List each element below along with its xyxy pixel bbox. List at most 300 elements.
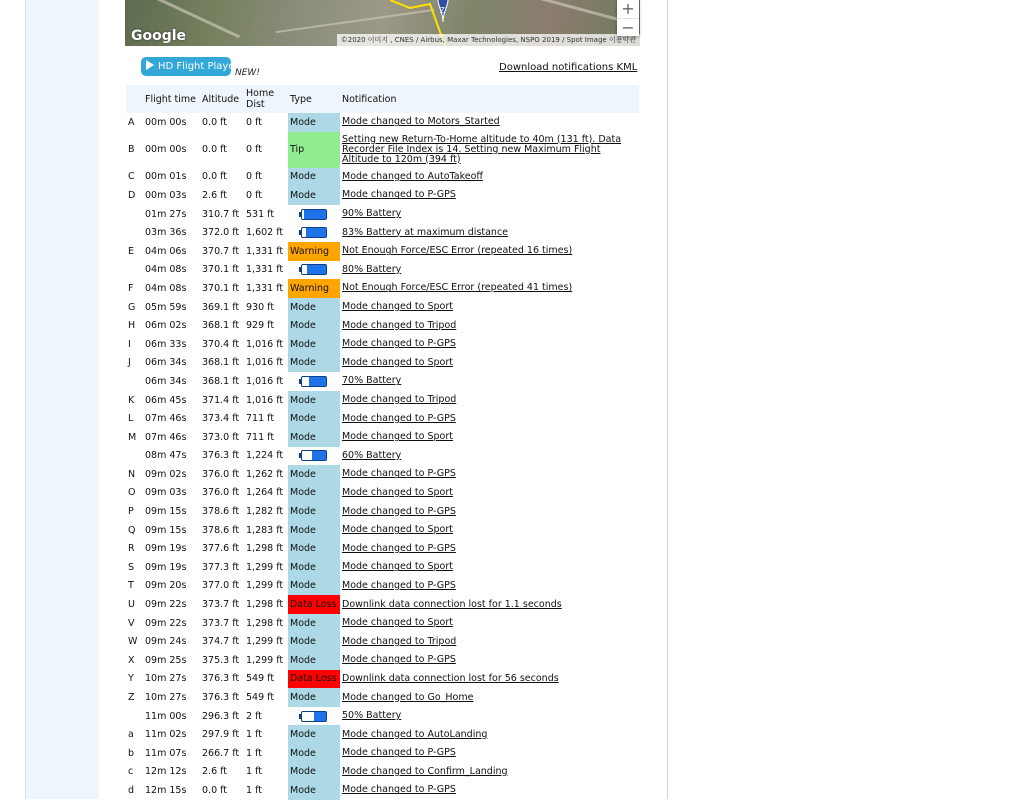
altitude: 377.0 ft (202, 580, 240, 592)
altitude: 368.1 ft (202, 320, 240, 332)
notification-link[interactable]: Mode changed to Sport (342, 561, 453, 573)
row-letter: Y (128, 673, 134, 685)
row-letter: R (128, 543, 135, 555)
table-row (126, 484, 639, 503)
row-letter (126, 223, 143, 242)
flight-time: 03m 36s (145, 227, 187, 239)
row-letter: c (128, 766, 134, 778)
type-cell (288, 372, 340, 391)
altitude: 2.6 ft (202, 189, 228, 201)
notification-cell (340, 186, 639, 205)
battery-icon (301, 711, 327, 722)
row-letter: I (128, 338, 131, 350)
home-dist: 1 ft (246, 747, 262, 759)
notification-link[interactable]: Mode changed to P-GPS (342, 747, 456, 759)
notifications-table (126, 85, 639, 800)
altitude: 377.6 ft (202, 543, 240, 555)
notification-cell (340, 428, 639, 447)
row-letter: A (128, 116, 135, 128)
table-row (126, 465, 639, 484)
flight-time: 00m 01s (145, 171, 187, 183)
flight-time: 09m 19s (145, 561, 187, 573)
home-dist: 549 ft (246, 673, 275, 685)
home-dist: 1,016 ft (246, 357, 284, 369)
column-header (126, 85, 143, 113)
table-row (126, 781, 639, 800)
notification-cell (340, 502, 639, 521)
altitude: 0.0 ft (202, 784, 228, 796)
flight-time: 06m 34s (145, 375, 187, 387)
row-letter: V (128, 617, 135, 629)
notification-cell (340, 242, 639, 261)
notification-link[interactable]: Mode changed to Sport (342, 524, 453, 536)
notification-link[interactable]: Mode changed to Confirm_Landing (342, 765, 508, 777)
home-dist: 1,016 ft (246, 394, 284, 406)
type-cell: Mode (288, 521, 340, 540)
home-dist: 1,262 ft (246, 468, 284, 480)
table-row (126, 372, 639, 391)
type-cell: Data Loss (288, 670, 340, 689)
type-cell (288, 261, 340, 280)
type-cell: Mode (288, 539, 340, 558)
battery-icon (301, 209, 327, 220)
type-cell: Mode (288, 316, 340, 335)
home-dist: 1,016 ft (246, 338, 284, 350)
flight-time: 00m 00s (145, 116, 187, 128)
table-row (126, 688, 639, 707)
home-dist: 0 ft (246, 171, 262, 183)
notification-cell (340, 595, 639, 614)
home-dist: 1 ft (246, 729, 262, 741)
row-letter: D (128, 189, 136, 201)
altitude: 378.6 ft (202, 524, 240, 536)
row-letter: J (128, 357, 131, 369)
table-row (126, 447, 639, 466)
flight-time: 10m 27s (145, 692, 187, 704)
table-row (126, 335, 639, 354)
type-cell (288, 707, 340, 726)
type-cell: Mode (288, 186, 340, 205)
table-row (126, 651, 639, 670)
notification-link[interactable]: 80% Battery (342, 263, 402, 275)
notification-cell (340, 132, 639, 168)
notification-link[interactable]: Mode changed to AutoLanding (342, 728, 488, 740)
row-letter: M (128, 431, 137, 443)
altitude: 310.7 ft (202, 208, 240, 220)
table-row (126, 223, 639, 242)
flight-time: 09m 25s (145, 654, 187, 666)
type-cell: Mode (288, 725, 340, 744)
flight-time: 06m 02s (145, 320, 187, 332)
home-dist: 929 ft (246, 320, 275, 332)
table-row (126, 242, 639, 261)
row-letter: Q (128, 524, 136, 536)
table-row (126, 132, 639, 168)
notification-link[interactable]: 90% Battery (342, 208, 402, 220)
home-dist: 1,299 ft (246, 654, 284, 666)
notification-link[interactable]: Mode changed to Tripod (342, 319, 457, 331)
flight-time: 10m 27s (145, 673, 187, 685)
home-dist: 1,224 ft (246, 450, 284, 462)
altitude: 376.0 ft (202, 487, 240, 499)
notification-cell (340, 298, 639, 317)
row-letter: U (128, 599, 135, 611)
notification-link[interactable]: 83% Battery at maximum distance (342, 226, 509, 238)
table-row (126, 354, 639, 373)
notification-link[interactable]: 60% Battery (342, 449, 402, 461)
type-cell: Mode (288, 614, 340, 633)
home-dist: 1,331 ft (246, 282, 284, 294)
row-letter: S (128, 561, 135, 573)
notification-link[interactable]: Mode changed to Go_Home (342, 691, 474, 703)
row-letter: G (128, 301, 136, 313)
notification-cell (340, 744, 639, 763)
table-row (126, 595, 639, 614)
flight-time: 07m 46s (145, 413, 187, 425)
altitude: 370.7 ft (202, 245, 240, 257)
notification-cell (340, 725, 639, 744)
content-right-border (667, 0, 668, 799)
notification-link[interactable]: Mode changed to P-GPS (342, 505, 456, 517)
altitude: 370.4 ft (202, 338, 240, 350)
type-cell: Mode (288, 484, 340, 503)
notification-link[interactable]: Mode changed to P-GPS (342, 654, 456, 666)
notification-link[interactable]: Mode changed to P-GPS (342, 542, 456, 554)
home-dist: 531 ft (246, 208, 275, 220)
altitude: 373.7 ft (202, 599, 240, 611)
notification-cell (340, 447, 639, 466)
table-row (126, 279, 639, 298)
type-cell: Mode (288, 763, 340, 782)
flight-time: 09m 24s (145, 636, 187, 648)
type-cell: Mode (288, 632, 340, 651)
home-dist: 1,299 ft (246, 580, 284, 592)
altitude: 376.0 ft (202, 468, 240, 480)
home-dist: 711 ft (246, 413, 275, 425)
flight-time: 07m 46s (145, 431, 187, 443)
notification-link[interactable]: Mode changed to P-GPS (342, 579, 456, 591)
notification-cell (340, 707, 639, 726)
home-dist: 0 ft (246, 116, 262, 128)
row-letter (126, 261, 143, 280)
column-header: Flight time (143, 85, 200, 113)
left-sidebar (25, 0, 99, 799)
altitude: 373.7 ft (202, 617, 240, 629)
type-cell: Mode (288, 688, 340, 707)
hd-flight-player-label: HD Flight Player (158, 61, 239, 72)
home-dist: 930 ft (246, 301, 275, 313)
notification-cell (340, 614, 639, 633)
altitude: 266.7 ft (202, 747, 240, 759)
map-zoom-control (617, 0, 639, 36)
notification-cell (340, 391, 639, 410)
notification-link[interactable]: Mode changed to Tripod (342, 635, 457, 647)
altitude: 369.1 ft (202, 301, 240, 313)
home-dist: 1,299 ft (246, 636, 284, 648)
row-letter: F (128, 282, 134, 294)
type-cell: Mode (288, 744, 340, 763)
row-letter (126, 205, 143, 224)
flight-time: 06m 34s (145, 357, 187, 369)
flight-time: 08m 47s (145, 450, 187, 462)
flight-time: 04m 08s (145, 282, 187, 294)
home-dist: 1,331 ft (246, 245, 284, 257)
row-letter (126, 372, 143, 391)
map-attribution[interactable]: ©2020 이미지 , CNES / Airbus, Maxar Technologies, NSPO 2019 / Spot Image 이용약관 (337, 34, 640, 46)
type-cell (288, 205, 340, 224)
notification-link[interactable]: Downlink data connection lost for 56 seconds (342, 672, 559, 684)
type-cell: Mode (288, 651, 340, 670)
table-row (126, 577, 639, 596)
altitude: 375.3 ft (202, 654, 240, 666)
home-dist: 549 ft (246, 692, 275, 704)
altitude: 0.0 ft (202, 144, 228, 156)
table-row (126, 670, 639, 689)
altitude: 373.0 ft (202, 431, 240, 443)
home-dist: 1,298 ft (246, 617, 284, 629)
home-dist: 0 ft (246, 144, 262, 156)
table-row (126, 316, 639, 335)
table-row (126, 614, 639, 633)
notification-cell (340, 688, 639, 707)
table-row (126, 539, 639, 558)
notification-link[interactable]: Mode changed to Sport (342, 356, 453, 368)
notification-link[interactable]: Downlink data connection lost for 1.1 seconds (342, 598, 562, 610)
row-letter: K (128, 394, 135, 406)
column-header: Type (288, 85, 340, 113)
type-cell: Mode (288, 577, 340, 596)
type-cell: Data Loss (288, 595, 340, 614)
flight-time: 09m 19s (145, 543, 187, 555)
row-letter: O (128, 487, 136, 499)
column-header: Notification (340, 85, 639, 113)
row-letter: P (128, 506, 134, 518)
hd-flight-player-button[interactable] (141, 57, 239, 76)
row-letter (126, 707, 143, 726)
table-row (126, 113, 639, 132)
table-row (126, 261, 639, 280)
notification-link[interactable]: Mode changed to Sport (342, 431, 453, 443)
table-row (126, 558, 639, 577)
flight-time: 04m 06s (145, 245, 187, 257)
home-dist: 1 ft (246, 766, 262, 778)
flight-time: 09m 15s (145, 506, 187, 518)
notification-cell (340, 168, 639, 187)
flight-time: 09m 02s (145, 468, 187, 480)
flight-time: 11m 00s (145, 710, 187, 722)
table-row (126, 391, 639, 410)
notifications-body (126, 113, 639, 800)
notification-link[interactable]: Mode changed to Motors_Started (342, 116, 500, 128)
battery-icon (301, 264, 327, 275)
altitude: 372.0 ft (202, 227, 240, 239)
zoom-in-button[interactable]: + (617, 0, 639, 19)
flight-time: 06m 33s (145, 338, 187, 350)
home-dist: 1,331 ft (246, 264, 284, 276)
notification-cell (340, 558, 639, 577)
table-row (126, 428, 639, 447)
table-row (126, 632, 639, 651)
notification-cell (340, 521, 639, 540)
type-cell: Mode (288, 502, 340, 521)
notification-link[interactable]: Mode changed to P-GPS (342, 468, 456, 480)
type-cell: Mode (288, 428, 340, 447)
zoom-out-button[interactable]: − (621, 18, 635, 37)
altitude: 377.3 ft (202, 561, 240, 573)
type-cell: Mode (288, 113, 340, 132)
notification-link[interactable]: Mode changed to P-GPS (342, 338, 456, 350)
notification-link[interactable]: Mode changed to P-GPS (342, 189, 456, 201)
type-cell: Mode (288, 465, 340, 484)
flight-time: 09m 03s (145, 487, 187, 499)
altitude: 378.6 ft (202, 506, 240, 518)
type-cell (288, 223, 340, 242)
altitude: 371.4 ft (202, 394, 240, 406)
home-dist: 1,298 ft (246, 599, 284, 611)
notification-cell (340, 372, 639, 391)
notification-link[interactable]: 50% Battery (342, 710, 402, 722)
type-cell: Mode (288, 558, 340, 577)
notification-cell (340, 335, 639, 354)
play-icon (146, 60, 154, 70)
home-dist: 1,282 ft (246, 506, 284, 518)
notification-link[interactable]: Mode changed to P-GPS (342, 784, 456, 796)
type-cell: Mode (288, 409, 340, 428)
table-row (126, 186, 639, 205)
notification-cell (340, 670, 639, 689)
type-cell: Warning (288, 279, 340, 298)
flight-time: 05m 59s (145, 301, 187, 313)
flight-time: 09m 22s (145, 599, 187, 611)
type-cell: Tip (288, 132, 340, 168)
column-header: Altitude (200, 85, 244, 113)
battery-icon (301, 450, 327, 461)
row-letter: b (128, 747, 135, 759)
type-cell: Mode (288, 298, 340, 317)
flight-time: 09m 20s (145, 580, 187, 592)
battery-icon (301, 227, 327, 238)
table-row (126, 205, 639, 224)
notification-link[interactable]: Mode changed to Sport (342, 617, 453, 629)
flight-time: 11m 02s (145, 729, 187, 741)
altitude: 370.1 ft (202, 282, 240, 294)
battery-icon (301, 376, 327, 387)
notification-link[interactable]: 70% Battery (342, 375, 402, 387)
row-letter: d (128, 784, 135, 796)
altitude: 0.0 ft (202, 116, 228, 128)
table-row (126, 707, 639, 726)
notification-cell (340, 279, 639, 298)
type-cell (288, 447, 340, 466)
type-cell: Mode (288, 354, 340, 373)
flight-time: 09m 22s (145, 617, 187, 629)
altitude: 297.9 ft (202, 729, 240, 741)
notification-link[interactable]: Mode changed to P-GPS (342, 412, 456, 424)
download-kml-link[interactable]: Download notifications KML (499, 62, 638, 73)
row-letter: C (128, 171, 135, 183)
notification-cell (340, 781, 639, 800)
notification-link[interactable]: Setting new Return-To-Home altitude to 40m (131 ft). Data Recorder File Index is 14. Setting new Maximum Flight Altitude to 120m (394 ft) (342, 133, 622, 165)
row-letter: E (128, 245, 135, 257)
row-letter: N (128, 468, 136, 480)
table-row (126, 744, 639, 763)
home-dist: 1,602 ft (246, 227, 284, 239)
notification-link[interactable]: Mode changed to AutoTakeoff (342, 170, 483, 182)
notification-cell (340, 577, 639, 596)
type-cell: Mode (288, 391, 340, 410)
notification-link[interactable]: Mode changed to Sport (342, 486, 453, 498)
notification-cell (340, 539, 639, 558)
home-dist: 2 ft (246, 710, 262, 722)
notification-cell (340, 465, 639, 484)
notification-cell (340, 763, 639, 782)
flight-time: 12m 12s (145, 766, 187, 778)
notification-cell (340, 223, 639, 242)
altitude: 0.0 ft (202, 171, 228, 183)
notification-cell (340, 354, 639, 373)
notification-link[interactable]: Not Enough Force/ESC Error (repeated 16 times) (342, 245, 573, 257)
row-letter: Z (128, 692, 135, 704)
notification-cell (340, 651, 639, 670)
altitude: 2.6 ft (202, 766, 228, 778)
table-row (126, 502, 639, 521)
flight-time: 00m 03s (145, 189, 187, 201)
notification-link[interactable]: Mode changed to Sport (342, 301, 453, 313)
table-row (126, 409, 639, 428)
table-row (126, 521, 639, 540)
notification-cell (340, 205, 639, 224)
flight-map[interactable] (125, 0, 640, 46)
home-dist: 1,264 ft (246, 487, 284, 499)
row-letter: B (128, 144, 135, 156)
home-dist: 1,283 ft (246, 524, 284, 536)
row-letter (126, 447, 143, 466)
table-row (126, 725, 639, 744)
svg-text:Z: Z (440, 6, 445, 15)
table-row (126, 298, 639, 317)
notification-cell (340, 409, 639, 428)
row-letter: W (128, 636, 138, 648)
altitude: 368.1 ft (202, 357, 240, 369)
type-cell: Warning (288, 242, 340, 261)
type-cell: Mode (288, 168, 340, 187)
row-letter: L (128, 413, 134, 425)
flight-time: 06m 45s (145, 394, 187, 406)
notification-cell (340, 261, 639, 280)
altitude: 296.3 ft (202, 710, 240, 722)
altitude: 370.1 ft (202, 264, 240, 276)
notification-cell (340, 113, 639, 132)
table-header-row (126, 85, 639, 113)
home-dist: 711 ft (246, 431, 275, 443)
notification-cell (340, 316, 639, 335)
map-road (507, 0, 633, 25)
table-row (126, 763, 639, 782)
new-badge: NEW! (235, 68, 260, 78)
notification-link[interactable]: Mode changed to Tripod (342, 394, 457, 406)
altitude: 374.7 ft (202, 636, 240, 648)
notification-cell (340, 484, 639, 503)
flight-time: 12m 15s (145, 784, 187, 796)
type-cell: Mode (288, 781, 340, 800)
altitude: 376.3 ft (202, 692, 240, 704)
flight-time: 00m 00s (145, 144, 187, 156)
flight-time: 01m 27s (145, 208, 187, 220)
altitude: 376.3 ft (202, 450, 240, 462)
home-dist: 1,299 ft (246, 561, 284, 573)
notification-link[interactable]: Not Enough Force/ESC Error (repeated 41 times) (342, 282, 573, 294)
row-letter: a (128, 729, 134, 741)
